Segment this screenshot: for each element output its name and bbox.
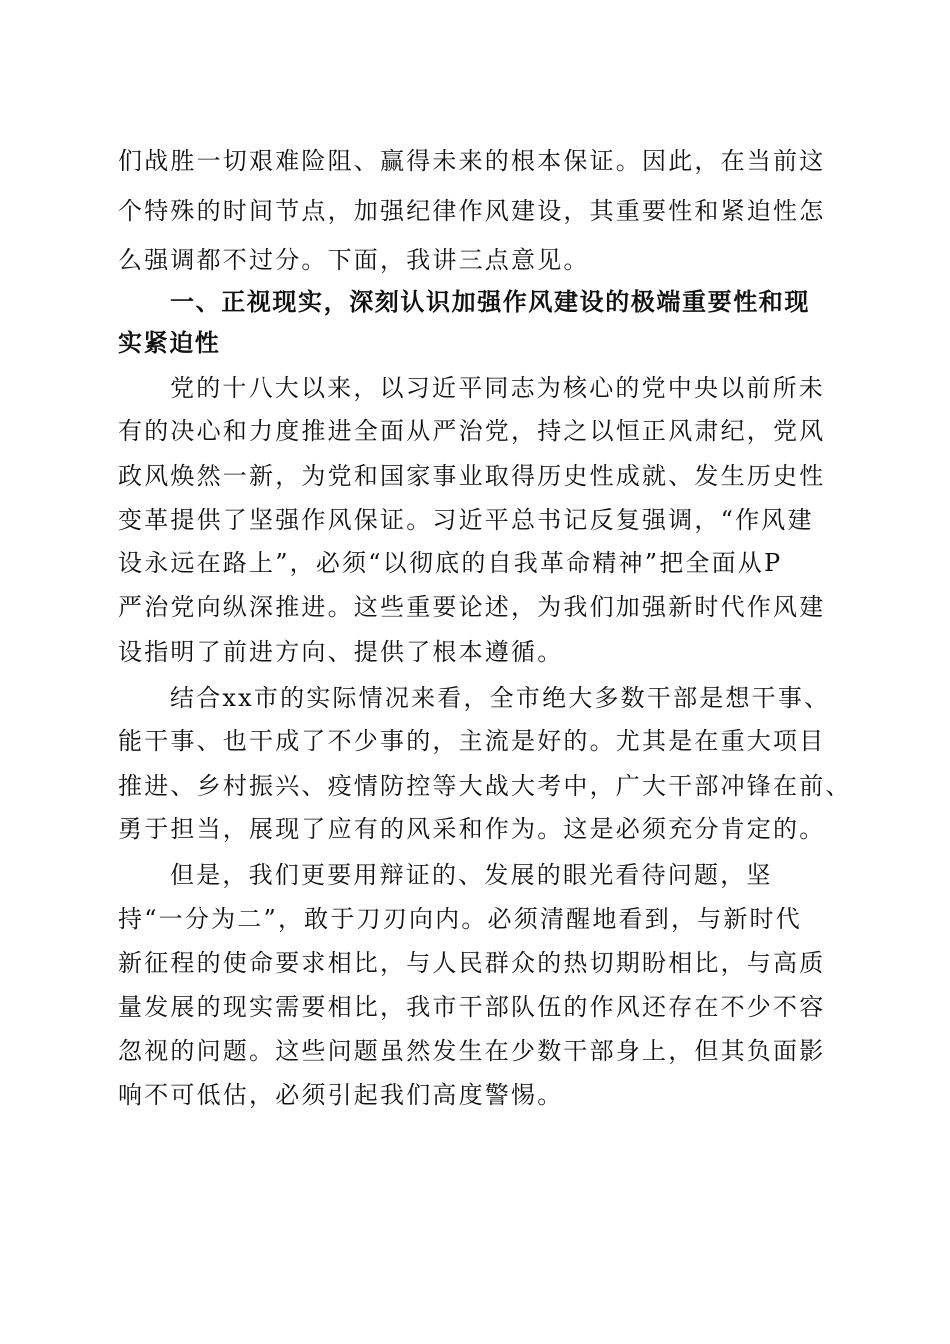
text-line: 响不可低估，必须引起我们高度警惕。	[118, 1081, 564, 1109]
text-line: 设指明了前进方向、提供了根本遵循。	[118, 638, 564, 666]
text-line: 持“一分为二”，敢于刀刃向内。必须清醒地看到，与新时代	[118, 905, 802, 933]
text-line: 政风焕然一新，为党和国家事业取得历史性成就、发生历史性	[118, 462, 826, 490]
text-line: 设永远在路上”，必须“以彻底的自我革命精神”把全面从P	[118, 549, 783, 577]
text-line: 有的决心和力度推进全面从严治党，持之以恒正风肃纪，党风	[118, 417, 826, 445]
text-line: 么强调都不过分。下面，我讲三点意见。	[118, 246, 590, 274]
text-line: 严治党向纵深推进。这些重要论述，为我们加强新时代作风建	[118, 593, 826, 621]
text-line: 们战胜一切艰难险阻、赢得未来的根本保证。因此，在当前这	[118, 147, 826, 175]
text-line: 结合xx市的实际情况来看，全市绝大多数干部是想干事、	[170, 684, 831, 712]
text-line: 但是，我们更要用辩证的、发展的眼光看待问题，坚	[170, 861, 773, 889]
text-line: 勇于担当，展现了应有的风采和作为。这是必须充分肯定的。	[118, 815, 826, 843]
text-line: 新征程的使命要求相比，与人民群众的热切期盼相比，与高质	[118, 949, 826, 977]
section-heading-line: 一、正视现实，深刻认识加强作风建设的极端重要性和现	[170, 288, 810, 316]
text-line: 量发展的现实需要相比，我市干部队伍的作风还存在不少不容	[118, 993, 826, 1021]
text-line: 党的十八大以来，以习近平同志为核心的党中央以前所未	[170, 374, 825, 402]
text-line: 变革提供了坚强作风保证。习近平总书记反复强调，“作风建	[118, 506, 814, 534]
text-line: 能干事、也干成了不少事的，主流是好的。尤其是在重大项目	[118, 727, 826, 755]
text-line: 推进、乡村振兴、疫情防控等大战大考中，广大干部冲锋在前、	[118, 772, 852, 800]
text-line: 忽视的问题。这些问题虽然发生在少数干部身上，但其负面影	[118, 1037, 826, 1065]
section-heading-line: 实紧迫性	[118, 329, 221, 357]
text-line: 个特殊的时间节点，加强纪律作风建设，其重要性和紧迫性怎	[118, 197, 826, 225]
